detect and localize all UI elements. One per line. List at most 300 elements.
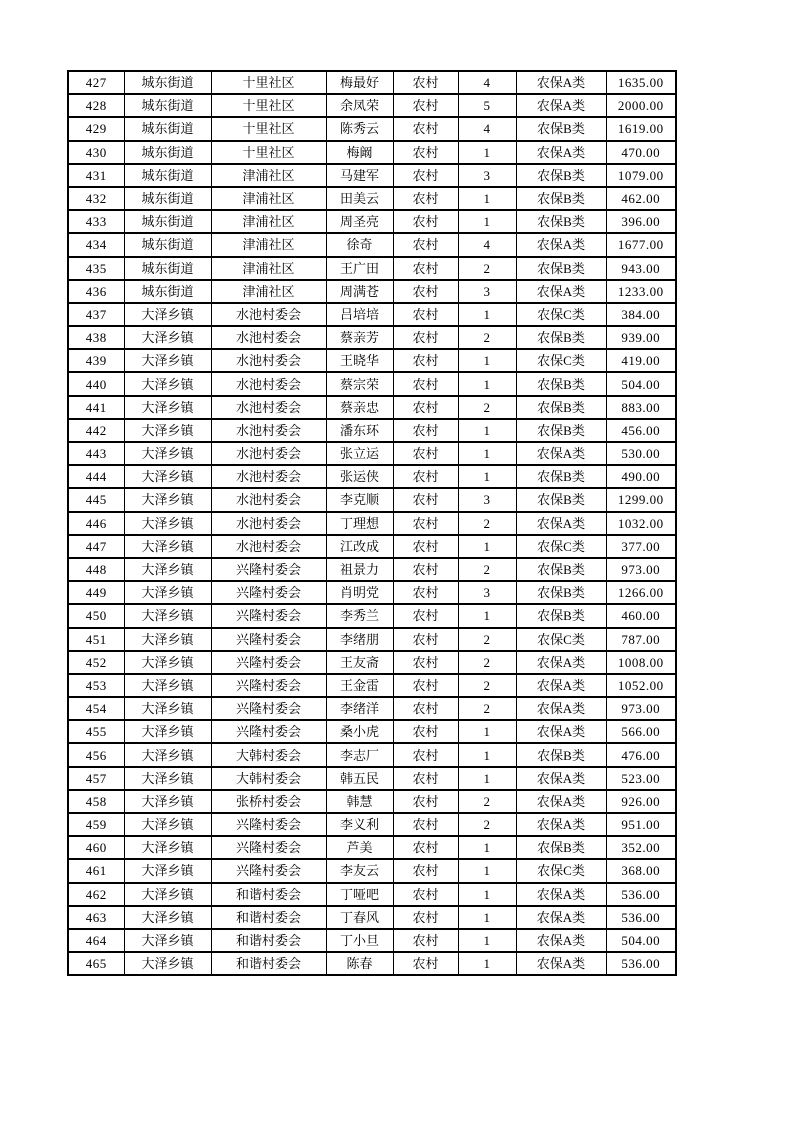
cell-insurance-category: 农保B类 — [516, 257, 606, 280]
cell-insurance-category: 农保A类 — [516, 767, 606, 790]
cell-serial-number: 434 — [68, 233, 124, 256]
cell-amount: 460.00 — [606, 604, 676, 627]
cell-amount: 973.00 — [606, 697, 676, 720]
cell-village: 水池村委会 — [211, 442, 326, 465]
cell-count: 1 — [458, 743, 516, 766]
cell-residence-type: 农村 — [393, 651, 458, 674]
cell-village: 水池村委会 — [211, 419, 326, 442]
cell-amount: 1008.00 — [606, 651, 676, 674]
cell-count: 1 — [458, 929, 516, 952]
table-row — [68, 512, 676, 535]
cell-count: 1 — [458, 836, 516, 859]
cell-residence-type: 农村 — [393, 859, 458, 882]
cell-person-name: 韩五民 — [326, 767, 393, 790]
table-row — [68, 743, 676, 766]
cell-amount: 1233.00 — [606, 280, 676, 303]
table-body — [68, 71, 676, 975]
cell-town: 大泽乡镇 — [124, 604, 211, 627]
cell-serial-number: 441 — [68, 396, 124, 419]
cell-insurance-category: 农保B类 — [516, 372, 606, 395]
cell-residence-type: 农村 — [393, 512, 458, 535]
cell-serial-number: 448 — [68, 558, 124, 581]
cell-serial-number: 449 — [68, 581, 124, 604]
table-row — [68, 349, 676, 372]
cell-town: 大泽乡镇 — [124, 349, 211, 372]
cell-person-name: 蔡亲忠 — [326, 396, 393, 419]
table-row — [68, 488, 676, 511]
cell-person-name: 李克顺 — [326, 488, 393, 511]
cell-serial-number: 445 — [68, 488, 124, 511]
cell-amount: 530.00 — [606, 442, 676, 465]
cell-insurance-category: 农保A类 — [516, 952, 606, 975]
cell-amount: 973.00 — [606, 558, 676, 581]
cell-person-name: 李友云 — [326, 859, 393, 882]
cell-insurance-category: 农保C类 — [516, 628, 606, 651]
table-row — [68, 883, 676, 906]
table-row — [68, 767, 676, 790]
cell-amount: 396.00 — [606, 210, 676, 233]
cell-town: 大泽乡镇 — [124, 535, 211, 558]
cell-count: 1 — [458, 419, 516, 442]
cell-person-name: 丁春风 — [326, 906, 393, 929]
cell-town: 大泽乡镇 — [124, 720, 211, 743]
cell-village: 兴隆村委会 — [211, 628, 326, 651]
cell-residence-type: 农村 — [393, 628, 458, 651]
cell-town: 城东街道 — [124, 141, 211, 164]
table-row — [68, 651, 676, 674]
cell-amount: 883.00 — [606, 396, 676, 419]
cell-amount: 490.00 — [606, 465, 676, 488]
cell-insurance-category: 农保A类 — [516, 651, 606, 674]
cell-insurance-category: 农保A类 — [516, 929, 606, 952]
cell-person-name: 江改成 — [326, 535, 393, 558]
cell-residence-type: 农村 — [393, 952, 458, 975]
table-row — [68, 952, 676, 975]
cell-count: 2 — [458, 257, 516, 280]
cell-serial-number: 427 — [68, 71, 124, 94]
cell-person-name: 王广田 — [326, 257, 393, 280]
cell-residence-type: 农村 — [393, 419, 458, 442]
cell-insurance-category: 农保A类 — [516, 280, 606, 303]
cell-town: 大泽乡镇 — [124, 859, 211, 882]
cell-insurance-category: 农保B类 — [516, 558, 606, 581]
cell-count: 1 — [458, 604, 516, 627]
cell-residence-type: 农村 — [393, 280, 458, 303]
cell-town: 大泽乡镇 — [124, 372, 211, 395]
cell-insurance-category: 农保A类 — [516, 813, 606, 836]
cell-town: 大泽乡镇 — [124, 813, 211, 836]
cell-village: 兴隆村委会 — [211, 674, 326, 697]
table-row — [68, 906, 676, 929]
table-row — [68, 141, 676, 164]
cell-town: 大泽乡镇 — [124, 790, 211, 813]
cell-town: 城东街道 — [124, 280, 211, 303]
cell-serial-number: 456 — [68, 743, 124, 766]
cell-residence-type: 农村 — [393, 558, 458, 581]
table-row — [68, 280, 676, 303]
cell-serial-number: 458 — [68, 790, 124, 813]
cell-amount: 1032.00 — [606, 512, 676, 535]
cell-amount: 384.00 — [606, 303, 676, 326]
cell-amount: 523.00 — [606, 767, 676, 790]
cell-residence-type: 农村 — [393, 372, 458, 395]
cell-count: 1 — [458, 906, 516, 929]
cell-insurance-category: 农保B类 — [516, 187, 606, 210]
table-row — [68, 117, 676, 140]
cell-residence-type: 农村 — [393, 326, 458, 349]
cell-insurance-category: 农保A类 — [516, 674, 606, 697]
cell-serial-number: 453 — [68, 674, 124, 697]
cell-insurance-category: 农保B类 — [516, 465, 606, 488]
cell-serial-number: 444 — [68, 465, 124, 488]
table-row — [68, 233, 676, 256]
cell-residence-type: 农村 — [393, 674, 458, 697]
cell-serial-number: 446 — [68, 512, 124, 535]
cell-residence-type: 农村 — [393, 187, 458, 210]
cell-person-name: 芦美 — [326, 836, 393, 859]
cell-serial-number: 451 — [68, 628, 124, 651]
cell-insurance-category: 农保A类 — [516, 94, 606, 117]
cell-insurance-category: 农保C类 — [516, 859, 606, 882]
cell-insurance-category: 农保C类 — [516, 535, 606, 558]
cell-insurance-category: 农保C类 — [516, 303, 606, 326]
cell-amount: 504.00 — [606, 372, 676, 395]
cell-village: 津浦社区 — [211, 257, 326, 280]
cell-serial-number: 447 — [68, 535, 124, 558]
cell-amount: 536.00 — [606, 883, 676, 906]
cell-person-name: 丁小旦 — [326, 929, 393, 952]
cell-amount: 462.00 — [606, 187, 676, 210]
cell-town: 城东街道 — [124, 233, 211, 256]
cell-count: 4 — [458, 233, 516, 256]
cell-insurance-category: 农保C类 — [516, 349, 606, 372]
cell-amount: 1677.00 — [606, 233, 676, 256]
cell-serial-number: 442 — [68, 419, 124, 442]
cell-village: 水池村委会 — [211, 465, 326, 488]
cell-count: 2 — [458, 651, 516, 674]
cell-village: 水池村委会 — [211, 535, 326, 558]
table-row — [68, 697, 676, 720]
cell-serial-number: 433 — [68, 210, 124, 233]
cell-village: 水池村委会 — [211, 303, 326, 326]
cell-amount: 951.00 — [606, 813, 676, 836]
cell-town: 城东街道 — [124, 117, 211, 140]
cell-insurance-category: 农保A类 — [516, 883, 606, 906]
cell-amount: 943.00 — [606, 257, 676, 280]
cell-village: 十里社区 — [211, 141, 326, 164]
cell-town: 大泽乡镇 — [124, 326, 211, 349]
cell-serial-number: 430 — [68, 141, 124, 164]
table-row — [68, 303, 676, 326]
cell-village: 水池村委会 — [211, 372, 326, 395]
cell-amount: 566.00 — [606, 720, 676, 743]
cell-amount: 536.00 — [606, 906, 676, 929]
cell-village: 津浦社区 — [211, 210, 326, 233]
cell-person-name: 梅阚 — [326, 141, 393, 164]
cell-village: 兴隆村委会 — [211, 604, 326, 627]
cell-count: 2 — [458, 697, 516, 720]
cell-serial-number: 465 — [68, 952, 124, 975]
table-row — [68, 720, 676, 743]
cell-serial-number: 431 — [68, 164, 124, 187]
table-row — [68, 836, 676, 859]
cell-insurance-category: 农保A类 — [516, 141, 606, 164]
cell-serial-number: 432 — [68, 187, 124, 210]
cell-village: 水池村委会 — [211, 349, 326, 372]
cell-village: 十里社区 — [211, 71, 326, 94]
cell-insurance-category: 农保B类 — [516, 836, 606, 859]
cell-insurance-category: 农保B类 — [516, 419, 606, 442]
cell-person-name: 蔡宗荣 — [326, 372, 393, 395]
cell-residence-type: 农村 — [393, 396, 458, 419]
cell-count: 2 — [458, 512, 516, 535]
cell-count: 1 — [458, 859, 516, 882]
cell-count: 2 — [458, 396, 516, 419]
table-row — [68, 94, 676, 117]
cell-count: 1 — [458, 187, 516, 210]
cell-serial-number: 437 — [68, 303, 124, 326]
cell-town: 大泽乡镇 — [124, 743, 211, 766]
cell-village: 兴隆村委会 — [211, 651, 326, 674]
cell-residence-type: 农村 — [393, 767, 458, 790]
table-row — [68, 372, 676, 395]
cell-person-name: 桑小虎 — [326, 720, 393, 743]
cell-person-name: 徐奇 — [326, 233, 393, 256]
cell-count: 1 — [458, 883, 516, 906]
cell-town: 大泽乡镇 — [124, 558, 211, 581]
cell-amount: 476.00 — [606, 743, 676, 766]
cell-residence-type: 农村 — [393, 141, 458, 164]
cell-town: 大泽乡镇 — [124, 512, 211, 535]
cell-serial-number: 450 — [68, 604, 124, 627]
cell-amount: 1619.00 — [606, 117, 676, 140]
table-row — [68, 71, 676, 94]
cell-residence-type: 农村 — [393, 906, 458, 929]
cell-amount: 352.00 — [606, 836, 676, 859]
cell-person-name: 王晓华 — [326, 349, 393, 372]
cell-amount: 456.00 — [606, 419, 676, 442]
cell-serial-number: 440 — [68, 372, 124, 395]
cell-count: 1 — [458, 720, 516, 743]
table-row — [68, 257, 676, 280]
cell-count: 2 — [458, 813, 516, 836]
cell-person-name: 张运侠 — [326, 465, 393, 488]
cell-insurance-category: 农保B类 — [516, 210, 606, 233]
cell-village: 张桥村委会 — [211, 790, 326, 813]
table-row — [68, 164, 676, 187]
cell-count: 3 — [458, 280, 516, 303]
cell-village: 大韩村委会 — [211, 767, 326, 790]
benefits-table — [67, 70, 677, 976]
cell-serial-number: 439 — [68, 349, 124, 372]
cell-residence-type: 农村 — [393, 883, 458, 906]
cell-village: 水池村委会 — [211, 396, 326, 419]
cell-amount: 939.00 — [606, 326, 676, 349]
cell-residence-type: 农村 — [393, 813, 458, 836]
table-row — [68, 859, 676, 882]
cell-amount: 1079.00 — [606, 164, 676, 187]
cell-insurance-category: 农保B类 — [516, 396, 606, 419]
cell-residence-type: 农村 — [393, 720, 458, 743]
cell-village: 兴隆村委会 — [211, 720, 326, 743]
table-row — [68, 813, 676, 836]
cell-person-name: 吕培培 — [326, 303, 393, 326]
table-row — [68, 442, 676, 465]
cell-amount: 536.00 — [606, 952, 676, 975]
cell-count: 3 — [458, 488, 516, 511]
cell-serial-number: 461 — [68, 859, 124, 882]
cell-insurance-category: 农保A类 — [516, 233, 606, 256]
cell-count: 4 — [458, 71, 516, 94]
table-row — [68, 419, 676, 442]
cell-count: 2 — [458, 674, 516, 697]
cell-person-name: 张立运 — [326, 442, 393, 465]
cell-town: 城东街道 — [124, 71, 211, 94]
cell-village: 和谐村委会 — [211, 929, 326, 952]
cell-serial-number: 429 — [68, 117, 124, 140]
cell-residence-type: 农村 — [393, 790, 458, 813]
cell-insurance-category: 农保B类 — [516, 164, 606, 187]
cell-person-name: 周圣亮 — [326, 210, 393, 233]
cell-insurance-category: 农保A类 — [516, 71, 606, 94]
cell-residence-type: 农村 — [393, 117, 458, 140]
cell-residence-type: 农村 — [393, 349, 458, 372]
cell-town: 城东街道 — [124, 187, 211, 210]
cell-town: 大泽乡镇 — [124, 906, 211, 929]
cell-amount: 787.00 — [606, 628, 676, 651]
cell-village: 兴隆村委会 — [211, 558, 326, 581]
cell-person-name: 田美云 — [326, 187, 393, 210]
table-row — [68, 210, 676, 233]
table-row — [68, 187, 676, 210]
table-row — [68, 465, 676, 488]
cell-residence-type: 农村 — [393, 257, 458, 280]
cell-serial-number: 435 — [68, 257, 124, 280]
cell-count: 2 — [458, 326, 516, 349]
cell-town: 城东街道 — [124, 257, 211, 280]
cell-serial-number: 463 — [68, 906, 124, 929]
cell-serial-number: 443 — [68, 442, 124, 465]
table-row — [68, 674, 676, 697]
cell-village: 兴隆村委会 — [211, 581, 326, 604]
cell-serial-number: 459 — [68, 813, 124, 836]
cell-village: 兴隆村委会 — [211, 836, 326, 859]
cell-amount: 1266.00 — [606, 581, 676, 604]
cell-person-name: 王金雷 — [326, 674, 393, 697]
cell-person-name: 丁理想 — [326, 512, 393, 535]
cell-residence-type: 农村 — [393, 303, 458, 326]
cell-insurance-category: 农保A类 — [516, 442, 606, 465]
cell-residence-type: 农村 — [393, 210, 458, 233]
cell-residence-type: 农村 — [393, 488, 458, 511]
cell-count: 1 — [458, 303, 516, 326]
cell-count: 3 — [458, 164, 516, 187]
cell-village: 水池村委会 — [211, 488, 326, 511]
cell-count: 1 — [458, 141, 516, 164]
cell-insurance-category: 农保B类 — [516, 581, 606, 604]
cell-serial-number: 457 — [68, 767, 124, 790]
cell-amount: 1299.00 — [606, 488, 676, 511]
cell-village: 和谐村委会 — [211, 883, 326, 906]
cell-count: 5 — [458, 94, 516, 117]
cell-town: 大泽乡镇 — [124, 442, 211, 465]
cell-amount: 2000.00 — [606, 94, 676, 117]
table-row — [68, 790, 676, 813]
cell-village: 和谐村委会 — [211, 906, 326, 929]
cell-count: 3 — [458, 581, 516, 604]
cell-town: 城东街道 — [124, 210, 211, 233]
cell-person-name: 韩慧 — [326, 790, 393, 813]
cell-amount: 504.00 — [606, 929, 676, 952]
cell-town: 大泽乡镇 — [124, 767, 211, 790]
cell-residence-type: 农村 — [393, 442, 458, 465]
cell-serial-number: 464 — [68, 929, 124, 952]
cell-person-name: 李义利 — [326, 813, 393, 836]
cell-village: 兴隆村委会 — [211, 813, 326, 836]
table-row — [68, 604, 676, 627]
cell-amount: 1052.00 — [606, 674, 676, 697]
cell-residence-type: 农村 — [393, 929, 458, 952]
cell-village: 津浦社区 — [211, 233, 326, 256]
cell-town: 大泽乡镇 — [124, 697, 211, 720]
cell-village: 大韩村委会 — [211, 743, 326, 766]
cell-count: 1 — [458, 767, 516, 790]
cell-person-name: 蔡亲芳 — [326, 326, 393, 349]
cell-town: 大泽乡镇 — [124, 952, 211, 975]
cell-count: 1 — [458, 465, 516, 488]
cell-amount: 1635.00 — [606, 71, 676, 94]
cell-serial-number: 438 — [68, 326, 124, 349]
cell-person-name: 李志厂 — [326, 743, 393, 766]
cell-town: 城东街道 — [124, 94, 211, 117]
cell-person-name: 周满苍 — [326, 280, 393, 303]
cell-person-name: 丁哑吧 — [326, 883, 393, 906]
table-row — [68, 326, 676, 349]
cell-person-name: 王友斋 — [326, 651, 393, 674]
cell-town: 大泽乡镇 — [124, 419, 211, 442]
table-row — [68, 558, 676, 581]
cell-serial-number: 462 — [68, 883, 124, 906]
cell-town: 大泽乡镇 — [124, 488, 211, 511]
cell-residence-type: 农村 — [393, 697, 458, 720]
cell-village: 津浦社区 — [211, 187, 326, 210]
cell-person-name: 马建军 — [326, 164, 393, 187]
cell-residence-type: 农村 — [393, 836, 458, 859]
cell-count: 2 — [458, 628, 516, 651]
cell-count: 4 — [458, 117, 516, 140]
cell-serial-number: 455 — [68, 720, 124, 743]
table-row — [68, 396, 676, 419]
cell-town: 大泽乡镇 — [124, 465, 211, 488]
cell-village: 津浦社区 — [211, 280, 326, 303]
cell-amount: 419.00 — [606, 349, 676, 372]
cell-person-name: 余凤荣 — [326, 94, 393, 117]
cell-village: 兴隆村委会 — [211, 859, 326, 882]
cell-amount: 926.00 — [606, 790, 676, 813]
cell-residence-type: 农村 — [393, 164, 458, 187]
cell-insurance-category: 农保B类 — [516, 743, 606, 766]
cell-insurance-category: 农保B类 — [516, 326, 606, 349]
cell-residence-type: 农村 — [393, 535, 458, 558]
cell-count: 1 — [458, 442, 516, 465]
cell-town: 大泽乡镇 — [124, 651, 211, 674]
cell-count: 1 — [458, 349, 516, 372]
cell-insurance-category: 农保B类 — [516, 117, 606, 140]
cell-insurance-category: 农保A类 — [516, 790, 606, 813]
cell-person-name: 梅最好 — [326, 71, 393, 94]
cell-village: 津浦社区 — [211, 164, 326, 187]
cell-count: 1 — [458, 535, 516, 558]
